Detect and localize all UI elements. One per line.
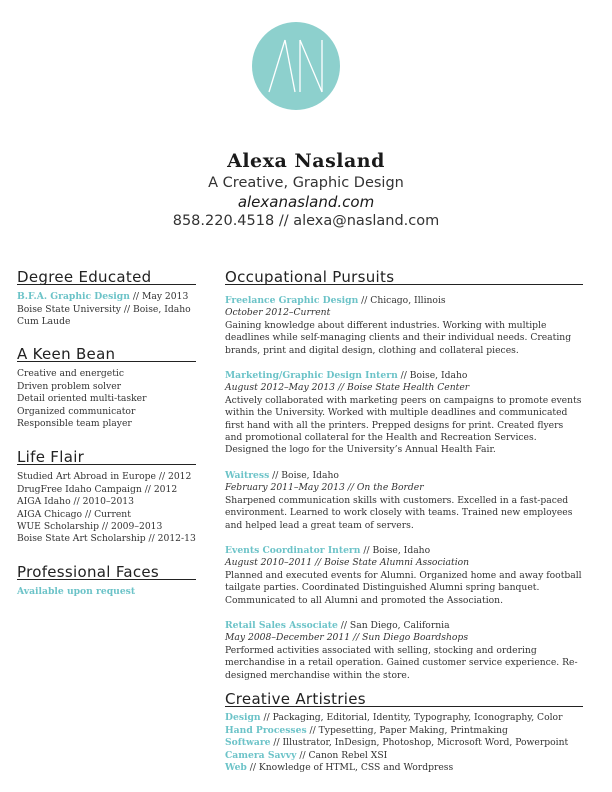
job-place: // San Diego, California bbox=[337, 620, 450, 631]
list-item: Responsible team player bbox=[17, 418, 132, 430]
tagline: A Creative, Graphic Design bbox=[208, 175, 404, 191]
job-entry bbox=[225, 470, 583, 532]
faces-heading: Professional Faces bbox=[17, 566, 196, 580]
pursuits-heading: Occupational Pursuits bbox=[225, 271, 583, 285]
keen-bean-heading: A Keen Bean bbox=[17, 348, 196, 362]
skill-line bbox=[225, 750, 583, 762]
job-entry bbox=[225, 620, 583, 682]
skill-label: Hand Processes bbox=[225, 724, 307, 736]
job-description: Planned and executed events for Alumni. Organized home and away football tailgate parties. Coordinated Distinguished Alumni spring banquet. Communicated to all Alumni and promoted the Association. bbox=[225, 569, 582, 606]
website-link[interactable]: alexanasland.com bbox=[237, 193, 375, 211]
job-dates: May 2008–December 2011 // Sun Diego Boardshops bbox=[225, 632, 469, 644]
job-dates: October 2012–Current bbox=[225, 307, 331, 319]
skill-text: // Canon Rebel XSI bbox=[296, 749, 388, 761]
job-entry bbox=[225, 545, 583, 607]
degree-heading: Degree Educated bbox=[17, 271, 196, 285]
job-title: Marketing/Graphic Design Intern bbox=[225, 370, 398, 381]
contact-info: 858.220.4518 // alexa@nasland.com bbox=[172, 213, 440, 229]
life-flair-section bbox=[17, 448, 196, 546]
job-title: Freelance Graphic Design bbox=[225, 295, 359, 306]
list-item: DrugFree Idaho Campaign // 2012 bbox=[17, 483, 178, 495]
monogram-an-icon bbox=[252, 22, 340, 110]
list-item: Boise State Art Scholarship // 2012-13 bbox=[17, 533, 196, 545]
skill-line bbox=[225, 712, 583, 724]
job-description: Gaining knowledge about different industries. Working with multiple deadlines while self-managing clients and their individual needs. Creating brands, print and digital design, clothing and collateral pieces. bbox=[225, 319, 572, 356]
job-title: Waitress bbox=[225, 470, 270, 481]
list-item: Organized communicator bbox=[17, 405, 136, 417]
school-name: Boise State University // Boise, Idaho bbox=[17, 303, 191, 315]
job-description: Actively collaborated with marketing peers on campaigns to promote events within the University. Worked with multiple deadlines and communicated first hand with all the printers. Prepped designs for print. Created flyers and promotional collateral for the Health and Recreation Services. Designed the logo for the University’s Annual Health Fair. bbox=[225, 394, 582, 456]
job-dates: February 2011–May 2013 // On the Border bbox=[225, 482, 424, 494]
list-item: WUE Scholarship // 2009–2013 bbox=[17, 521, 163, 533]
skill-text: // Typesetting, Paper Making, Printmaking bbox=[306, 724, 508, 736]
pursuits-section bbox=[225, 268, 583, 286]
list-item: AIGA Idaho // 2010–2013 bbox=[17, 496, 134, 508]
artistries-heading: Creative Artistries bbox=[225, 693, 583, 707]
list-item: Driven problem solver bbox=[17, 380, 122, 392]
skill-text: // Illustrator, InDesign, Photoshop, Microsoft Word, Powerpoint bbox=[270, 737, 569, 749]
job-title: Events Coordinator Intern bbox=[225, 545, 361, 556]
skill-label: Web bbox=[225, 762, 247, 774]
skill-line bbox=[225, 762, 583, 774]
job-place: // Boise, Idaho bbox=[397, 370, 468, 381]
skill-label: Design bbox=[225, 712, 261, 724]
skill-text: // Knowledge of HTML, CSS and Wordpress bbox=[246, 762, 454, 774]
skill-line bbox=[225, 725, 583, 737]
degree-section bbox=[17, 268, 196, 329]
degree-title: B.F.A. Graphic Design bbox=[17, 291, 130, 303]
faces-section bbox=[17, 563, 196, 599]
artistries-section bbox=[225, 690, 583, 774]
skill-label: Camera Savvy bbox=[225, 749, 297, 761]
job-place: // Boise, Idaho bbox=[360, 545, 431, 556]
job-dates: August 2010–2011 // Boise State Alumni Association bbox=[225, 557, 470, 569]
job-place: // Boise, Idaho bbox=[269, 470, 339, 481]
monogram-logo bbox=[252, 22, 340, 110]
job-description: Performed activities associated with selling, stocking and ordering merchandise in a retail operation. Gained customer service experience. Re-designed merchandise within the store. bbox=[225, 644, 578, 681]
keen-bean-section bbox=[17, 345, 196, 430]
skill-text: // Packaging, Editorial, Identity, Typography, Iconography, Color bbox=[260, 712, 563, 724]
honors: Cum Laude bbox=[17, 316, 71, 328]
list-item: Detail oriented multi-tasker bbox=[17, 393, 147, 405]
job-title: Retail Sales Associate bbox=[225, 620, 338, 631]
list-item: Creative and energetic bbox=[17, 368, 124, 380]
person-name: Alexa Nasland bbox=[227, 150, 385, 172]
degree-date: // May 2013 bbox=[129, 291, 189, 303]
job-description: Sharpened communication skills with customers. Excelled in a fast-paced environment. Learned to work closely with teams. Trained new employees and helped lead a great team of servers. bbox=[225, 494, 573, 531]
references-note: Available upon request bbox=[17, 586, 136, 598]
life-flair-heading: Life Flair bbox=[17, 451, 196, 465]
job-entry bbox=[225, 295, 583, 357]
list-item: Studied Art Abroad in Europe // 2012 bbox=[17, 471, 192, 483]
skill-line bbox=[225, 737, 583, 749]
skill-label: Software bbox=[225, 737, 271, 749]
list-item: AIGA Chicago // Current bbox=[17, 508, 131, 520]
job-dates: August 2012–May 2013 // Boise State Health Center bbox=[225, 382, 470, 394]
job-place: // Chicago, Illinois bbox=[358, 295, 446, 306]
job-entry bbox=[225, 370, 583, 457]
